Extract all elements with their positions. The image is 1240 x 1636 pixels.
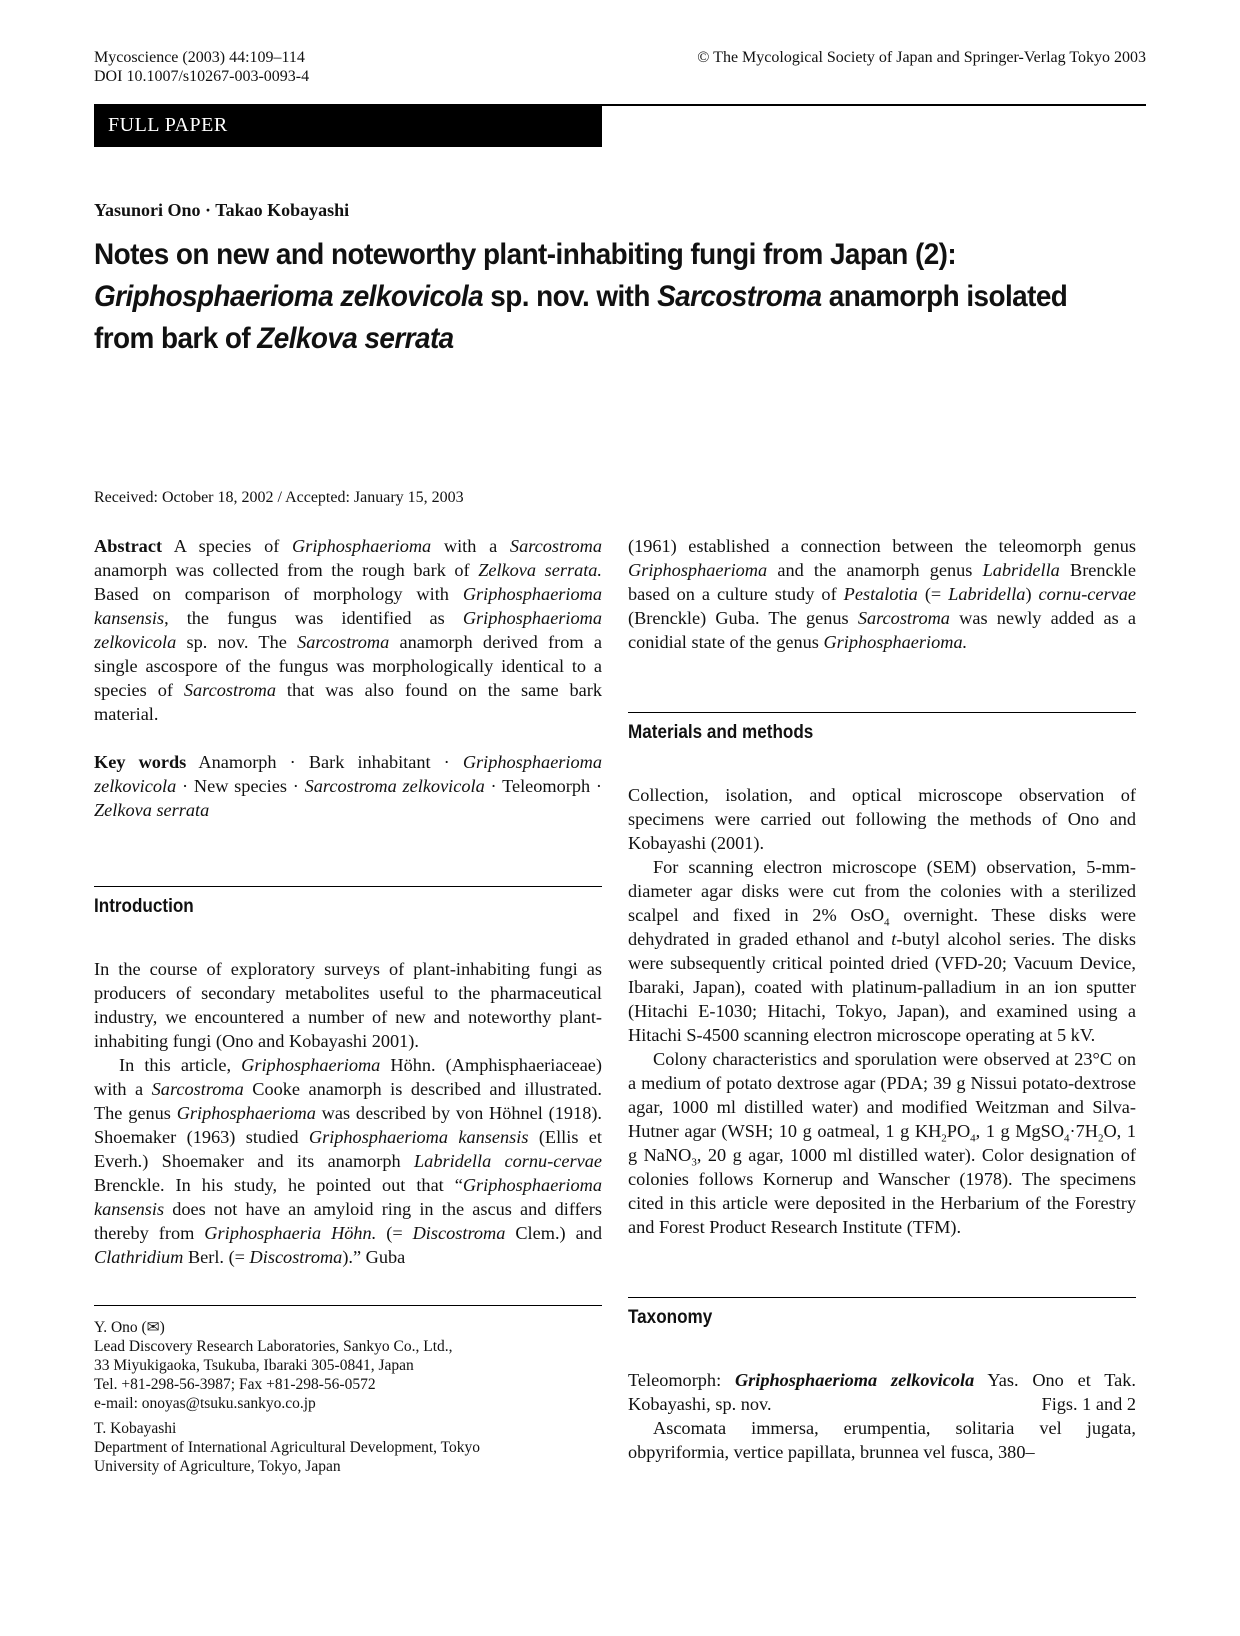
subscript: 4	[884, 916, 890, 929]
intro-italic: Discostroma	[249, 1247, 343, 1267]
title-genus-2: Sarcostroma	[657, 280, 822, 313]
methods-text: , 20 g agar, 1000 ml distilled water). Color designation of colonies follows Kornerup and Wanscher (1978). The specimens cited in this article were deposited in the Herbarium of the Forestry and Forest Product Research Institute (TFM).	[628, 1145, 1137, 1237]
species-authority: Yas. Ono et Tak. Kobayashi, sp. nov.	[628, 1370, 1136, 1414]
right-column	[628, 534, 1136, 1464]
running-header-left	[94, 48, 309, 86]
figure-reference: Figs. 1 and 2	[1041, 1394, 1136, 1414]
abstract-text: anamorph derived from a single ascospore of the fungus was morphologically identical to a species of	[94, 632, 602, 700]
keywords-italic: Sarcostroma zelkovicola	[304, 776, 485, 796]
abstract-text: that was also found on the same bark material.	[94, 680, 602, 724]
footnote-email: e-mail: onoyas@tsuku.sankyo.co.jp	[94, 1395, 316, 1412]
introduction-paragraph-2	[94, 1053, 602, 1269]
intro-italic: Labridella	[948, 584, 1026, 604]
title-genus-3: Zelkova serrata	[257, 322, 454, 355]
introduction-paragraph-1: In the course of exploratory surveys of plant-inhabiting fungi as producers of secondary metabolites useful to the pharmaceutical industry, we encountered a number of new and noteworthy plant-inhabiting fungi (Ono and Kobayashi 2001).	[94, 959, 602, 1051]
introduction-continued	[628, 534, 1136, 654]
title-text: sp. nov. with	[483, 280, 658, 313]
keywords-italic: Zelkova serrata	[94, 800, 210, 820]
footnote-affiliation: University of Agriculture, Tokyo, Japan	[94, 1458, 341, 1475]
intro-text: Brenckle based on a culture study of	[628, 560, 1136, 604]
abstract-italic: Zelkova serrata.	[478, 560, 602, 580]
doi-text: DOI 10.1007/s10267-003-0093-4	[94, 68, 310, 85]
footnote-affiliation: Lead Discovery Research Laboratories, Sankyo Co., Ltd.,	[94, 1338, 453, 1355]
title-text: from bark of	[94, 322, 258, 355]
methods-text: ·7H	[1069, 1121, 1098, 1141]
footnote-author-2: T. Kobayashi	[94, 1420, 177, 1437]
intro-italic: Griphosphaerioma	[628, 560, 768, 580]
intro-text: Clem.) and	[505, 1223, 602, 1243]
keywords-text: · Teleomorph ·	[484, 776, 603, 796]
intro-italic: Griphosphaerioma	[176, 1103, 316, 1123]
keywords	[94, 750, 602, 822]
methods-text: O, 1 g NaNO	[628, 1121, 1136, 1165]
intro-italic: Griphosphaerioma.	[823, 632, 968, 652]
intro-italic: Sarcostroma	[857, 608, 950, 628]
intro-italic: Griphosphaerioma kansensis	[308, 1127, 529, 1147]
footnote-author-1: Y. Ono (✉)	[94, 1319, 165, 1336]
methods-paragraph-1: Collection, isolation, and optical microscope observation of specimens were carried out following the methods of Ono and Kobayashi (2001).	[628, 785, 1136, 853]
introduction-section-rule	[94, 886, 602, 919]
abstract-italic: Griphosphaerioma	[292, 536, 432, 556]
intro-text: was described by von Höhnel (1918). Shoemaker (1963) studied	[94, 1103, 602, 1147]
taxonomy-heading: Taxonomy	[628, 1307, 713, 1328]
intro-italic: Labridella	[982, 560, 1060, 580]
intro-italic: cornu-cervae	[1038, 584, 1136, 604]
intro-italic: Griphosphaeria Höhn.	[204, 1223, 377, 1243]
intro-text: (=	[376, 1223, 413, 1243]
section-label-bar: FULL PAPER	[94, 104, 602, 147]
abstract-text: , the fungus was identified as	[164, 608, 463, 628]
intro-italic: Griphosphaerioma kansensis	[94, 1175, 602, 1219]
author-footnote	[94, 1305, 602, 1476]
abstract-text: Based on comparison of morphology with	[94, 584, 463, 604]
title-genus-1: Griphosphaerioma zelkovicola	[94, 280, 484, 313]
subscript: 4	[970, 1132, 976, 1145]
keywords-text: · New species ·	[176, 776, 305, 796]
subscript: 2	[941, 1132, 947, 1145]
title-line-1: Notes on new and noteworthy plant-inhabiting fungi from Japan (2):	[94, 238, 957, 271]
abstract-italic: Griphosphaerioma zelkovicola	[94, 608, 602, 652]
intro-text: Cooke anamorph is described and illustrated. The genus	[94, 1079, 602, 1123]
subscript: 2	[1097, 1132, 1104, 1145]
paper-title	[94, 234, 1080, 360]
methods-section-rule	[628, 712, 1136, 745]
intro-text: Höhn. (Amphisphaeriaceae) with a	[94, 1055, 603, 1099]
intro-text: (=	[917, 584, 949, 604]
abstract-italic: Griphosphaerioma kansensis	[94, 584, 602, 628]
intro-text: (Brenckle) Guba. The genus	[628, 608, 858, 628]
intro-text: ).” Guba	[342, 1247, 406, 1267]
intro-italic: Sarcostroma	[151, 1079, 244, 1099]
intro-italic: Clathridium	[94, 1247, 184, 1267]
author-list: Yasunori Ono · Takao Kobayashi	[94, 200, 350, 220]
methods-paragraph-2	[628, 855, 1136, 1047]
intro-italic: Discostroma	[412, 1223, 506, 1243]
intro-italic: Griphosphaerioma	[241, 1055, 381, 1075]
methods-heading: Materials and methods	[628, 722, 814, 743]
methods-text: overnight. These disks were dehydrated in graded ethanol and	[628, 905, 1136, 949]
intro-text: Berl. (=	[183, 1247, 250, 1267]
keywords-label: Key words	[94, 752, 187, 772]
methods-paragraph-3	[628, 1047, 1136, 1239]
keywords-text: Anamorph · Bark inhabitant ·	[186, 752, 463, 772]
methods-text: For scanning electron microscope (SEM) observation, 5-mm-diameter agar disks were cut from the colonies with a sterilized scalpel and fixed in 2% OsO	[628, 857, 1136, 925]
methods-text: Colony characteristics and sporulation were observed at 23°C on a medium of potato dextrose agar (PDA; 39 g Nissui potato-dextrose agar, 1000 ml distilled water) and modified Weitzman and Silva-Hutner agar (WSH; 10 g oatmeal, 1 g KH	[628, 1049, 1136, 1141]
intro-text: )	[1025, 584, 1039, 604]
methods-text: , 1 g MgSO	[975, 1121, 1065, 1141]
abstract-text: A species of	[162, 536, 293, 556]
subscript: 4	[1064, 1132, 1070, 1145]
journal-citation: Mycoscience (2003) 44:109–114	[94, 49, 305, 66]
abstract-text: with a	[431, 536, 510, 556]
footnote-address: 33 Miyukigaoka, Tsukuba, Ibaraki 305-0841, Japan	[94, 1357, 414, 1374]
abstract-text: sp. nov. The	[176, 632, 298, 652]
latin-description: Ascomata immersa, erumpentia, solitaria vel jugata, obpyriformia, vertice papillata, brunnea vel fusca, 380–	[628, 1418, 1136, 1462]
teleomorph-entry	[628, 1368, 1136, 1416]
footnote-phone: Tel. +81-298-56-3987; Fax +81-298-56-0572	[94, 1376, 376, 1393]
copyright-notice: © The Mycological Society of Japan and Springer-Verlag Tokyo 2003	[697, 49, 1146, 66]
intro-text: does not have an amyloid ring in the ascus and differs thereby from	[94, 1199, 602, 1243]
teleomorph-label: Teleomorph:	[628, 1370, 735, 1390]
intro-text: (1961) established a connection between the teleomorph genus	[628, 536, 1136, 556]
methods-italic: t	[891, 929, 897, 949]
intro-text: (Ellis et Everh.) Shoemaker and its anamorph	[94, 1127, 602, 1171]
methods-text: -butyl alcohol series. The disks were subsequently critical pointed dried (VFD-20; Vacuum Device, Ibaraki, Japan), coated with platinum-palladium in an ion sputter (Hitachi E-1030; Hitachi, Tokyo, Japan), and examined using a Hitachi S-4500 scanning electron microscope operating at 5 kV.	[628, 929, 1136, 1045]
abstract-label: Abstract	[94, 536, 163, 556]
intro-text: was newly added as a conidial state of the genus	[628, 608, 1136, 652]
keywords-italic: Griphosphaerioma zelkovicola	[94, 752, 602, 796]
subscript: 3	[691, 1156, 697, 1169]
introduction-heading: Introduction	[94, 896, 194, 917]
intro-italic: Labridella cornu-cervae	[414, 1151, 602, 1171]
received-dates: Received: October 18, 2002 / Accepted: January 15, 2003	[94, 489, 464, 506]
footnote-affiliation: Department of International Agricultural Development, Tokyo	[94, 1439, 481, 1456]
species-name: Griphosphaerioma zelkovicola	[734, 1370, 975, 1390]
left-column	[94, 534, 602, 1476]
intro-text: Brenckle. In his study, he pointed out that “	[94, 1175, 463, 1195]
abstract-italic: Sarcostroma	[509, 536, 603, 556]
intro-italic: Pestalotia	[843, 584, 918, 604]
abstract-italic: Sarcostroma	[297, 632, 390, 652]
taxonomy-section-rule	[628, 1297, 1136, 1330]
abstract	[94, 534, 602, 726]
abstract-text: anamorph was collected from the rough bark of	[94, 560, 479, 580]
methods-text: PO	[946, 1121, 971, 1141]
intro-text: and the anamorph genus	[767, 560, 983, 580]
intro-text: In this article,	[119, 1055, 242, 1075]
title-text: anamorph isolated	[821, 280, 1068, 313]
abstract-italic: Sarcostroma	[183, 680, 276, 700]
